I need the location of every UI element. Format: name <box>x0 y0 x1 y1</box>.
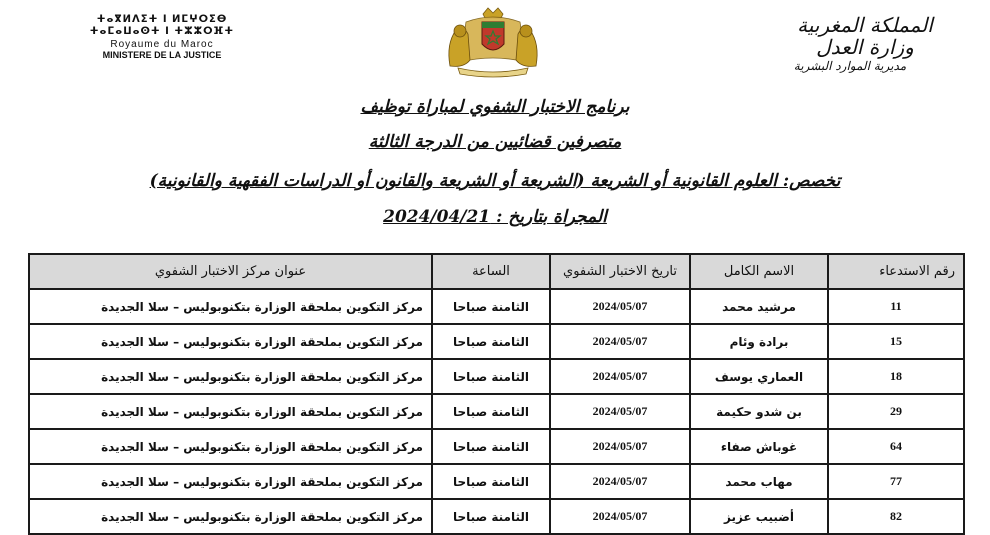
document-title: برنامج الاختبار الشفوي لمباراة توظيف <box>360 97 630 117</box>
cell-num: 11 <box>828 289 964 324</box>
cell-name: مرشيد محمد <box>690 289 828 324</box>
cell-time: الثامنة صباحا <box>432 359 550 394</box>
cell-num: 64 <box>828 429 964 464</box>
cell-name: مهاب محمد <box>690 464 828 499</box>
table-row <box>29 464 964 499</box>
cell-address: مركز التكوين بملحقة الوزارة بتكنوبوليس – سلا الجديدة <box>29 324 432 359</box>
cell-num: 82 <box>828 499 964 534</box>
cell-date: 2024/05/07 <box>550 394 690 429</box>
cell-time: الثامنة صباحا <box>432 499 550 534</box>
cell-address: مركز التكوين بملحقة الوزارة بتكنوبوليس – سلا الجديدة <box>29 464 432 499</box>
document-subtitle: متصرفين قضائيين من الدرجة الثالثة <box>368 132 622 152</box>
ministry-header-left <box>82 14 242 60</box>
header-num: رقم الاستدعاء <box>828 254 964 289</box>
table-row <box>29 289 964 324</box>
header-time: الساعة <box>432 254 550 289</box>
coat-of-arms-icon <box>438 4 548 78</box>
exam-date-line: المجراة بتاريخ : 2024/04/21 <box>383 207 607 227</box>
cell-address: مركز التكوين بملحقة الوزارة بتكنوبوليس – سلا الجديدة <box>29 359 432 394</box>
cell-address: مركز التكوين بملحقة الوزارة بتكنوبوليس – سلا الجديدة <box>29 429 432 464</box>
cell-num: 18 <box>828 359 964 394</box>
tifinagh-line-1: ⵜⴰⴳⵍⴷⵉⵜ ⵏ ⵍⵎⵖⵔⵉⴱ <box>96 14 228 25</box>
cell-date: 2024/05/07 <box>550 324 690 359</box>
kingdom-label-fr: Royaume du Maroc <box>110 39 214 50</box>
table-body <box>29 289 964 534</box>
ministry-label-fr: MINISTERE DE LA JUSTICE <box>102 50 222 60</box>
table-row <box>29 429 964 464</box>
candidates-table <box>28 253 965 535</box>
cell-time: الثامنة صباحا <box>432 464 550 499</box>
header-address: عنوان مركز الاختبار الشفوي <box>29 254 432 289</box>
cell-date: 2024/05/07 <box>550 359 690 394</box>
table-header-row <box>29 254 964 289</box>
cell-date: 2024/05/07 <box>550 289 690 324</box>
tifinagh-line-2: ⵜⴰⵎⴰⵡⴰⵙⵜ ⵏ ⵜⵣⵣⵔⴼⵜ <box>89 26 235 37</box>
cell-name: برادة وئام <box>690 324 828 359</box>
cell-name: غوباش صفاء <box>690 429 828 464</box>
header-date: تاريخ الاختبار الشفوي <box>550 254 690 289</box>
cell-address: مركز التكوين بملحقة الوزارة بتكنوبوليس – سلا الجديدة <box>29 289 432 324</box>
cell-time: الثامنة صباحا <box>432 324 550 359</box>
cell-name: العماري يوسف <box>690 359 828 394</box>
kingdom-label-ar: المملكة المغربية <box>797 13 933 37</box>
table-row <box>29 394 964 429</box>
cell-date: 2024/05/07 <box>550 429 690 464</box>
specialty-line: تخصص: العلوم القانونية أو الشريعة (الشريعة أو الشريعة والقانون أو الدراسات الفقهية والقانونية) <box>149 171 841 191</box>
cell-name: أضبيب عزيز <box>690 499 828 534</box>
cell-num: 15 <box>828 324 964 359</box>
cell-time: الثامنة صباحا <box>432 394 550 429</box>
ministry-label-ar: وزارة العدل <box>816 35 914 59</box>
cell-address: مركز التكوين بملحقة الوزارة بتكنوبوليس – سلا الجديدة <box>29 394 432 429</box>
cell-time: الثامنة صباحا <box>432 289 550 324</box>
cell-num: 77 <box>828 464 964 499</box>
table-row <box>29 499 964 534</box>
table-row <box>29 324 964 359</box>
cell-date: 2024/05/07 <box>550 499 690 534</box>
header-name: الاسم الكامل <box>690 254 828 289</box>
directorate-label-ar: مديرية الموارد البشرية <box>793 59 907 73</box>
cell-num: 29 <box>828 394 964 429</box>
cell-name: بن شدو حكيمة <box>690 394 828 429</box>
cell-date: 2024/05/07 <box>550 464 690 499</box>
table-row <box>29 359 964 394</box>
cell-time: الثامنة صباحا <box>432 429 550 464</box>
cell-address: مركز التكوين بملحقة الوزارة بتكنوبوليس – سلا الجديدة <box>29 499 432 534</box>
ministry-header-right <box>770 14 960 74</box>
